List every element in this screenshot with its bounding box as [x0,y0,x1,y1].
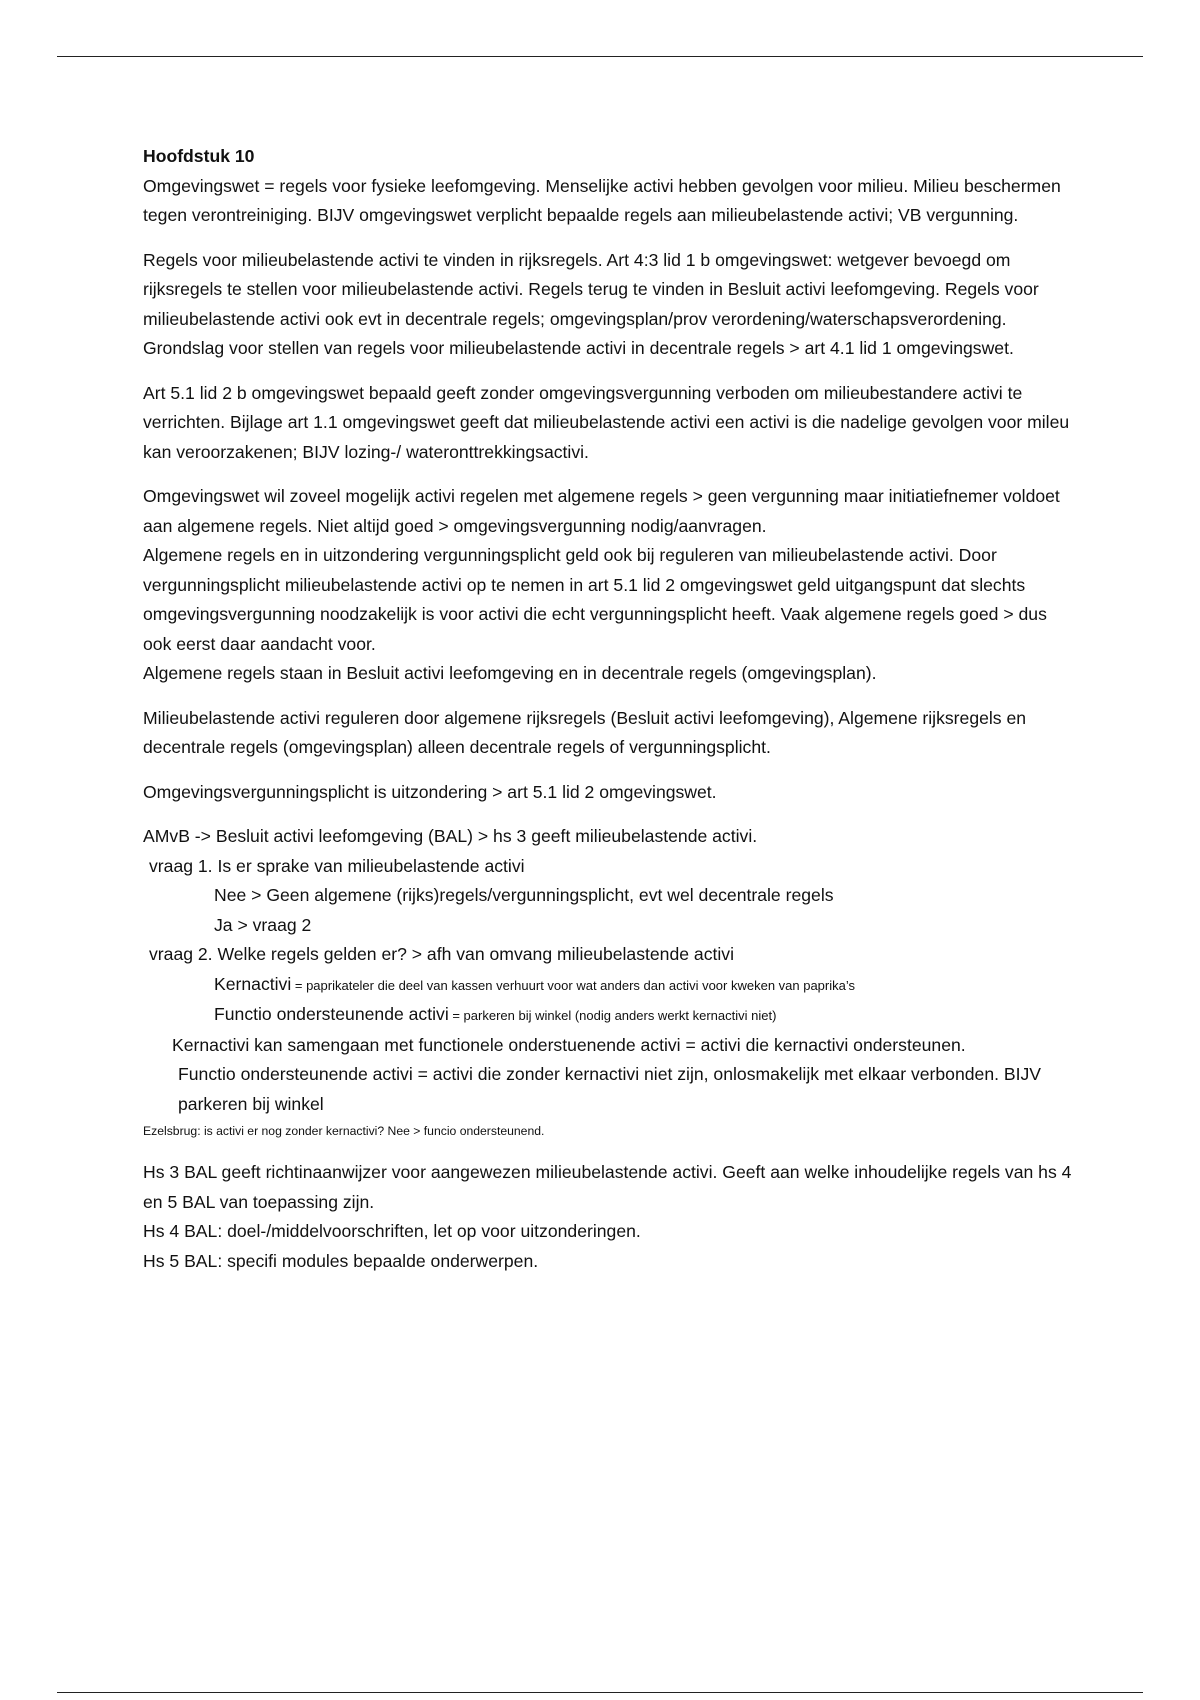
paragraph: AMvB -> Besluit activi leefomgeving (BAL) > hs 3 geeft milieubelastende activi. [143,826,758,846]
paragraph: Hs 3 BAL geeft richtinaanwijzer voor aangewezen milieubelastende activi. Geeft aan welke inhoudelijke regels van hs 4 en 5 BAL van toepassing zijn. [143,1162,1072,1212]
paragraph: Milieubelastende activi reguleren door algemene rijksregels (Besluit activi leefomgeving), Algemene rijksregels en decentrale regels (omgevingsplan) alleen decentrale regels of vergunningsplicht. [143,707,1027,757]
question-line: vraag 2. Welke regels gelden er? > afh van omvang milieubelastende activi [149,944,735,964]
definition-term: Kernactivi [214,973,292,994]
definition-note: = parkeren bij winkel (nodig anders werkt kernactivi niet) [448,1008,777,1023]
chapter-heading: Hoofdstuk 10 [143,146,255,166]
paragraph: Omgevingsvergunningsplicht is uitzondering > art 5.1 lid 2 omgevingswet. [143,781,717,802]
paragraph: Omgevingswet = regels voor fysieke leefomgeving. Menselijke activi hebben gevolgen voor milieu. Milieu beschermen tegen verontreiniging. BIJV omgevingswet verplicht bepaalde regels aan milieubelastende activi; VB vergunning. [143,175,1061,225]
paragraph: Hs 4 BAL: doel-/middelvoorschriften, let op voor uitzonderingen. [143,1221,641,1241]
paragraph: Art 5.1 lid 2 b omgevingswet bepaald geeft zonder omgevingsvergunning verboden om milieubestandere activi te verrichten. Bijlage art 1.1 omgevingswet geeft dat milieubelastende activi een activi is die nadelige gevolgen voor mileu kan veroorzakenen; BIJV lozing-/ wateronttrekkingsactivi. [143,382,1070,462]
definition-line [143,970,1078,1001]
footer-rule [57,1692,1143,1693]
paragraph: Omgevingswet wil zoveel mogelijk activi regelen met algemene regels > geen vergunning maar initiatiefnemer voldoet aan algemene regels. Niet altijd goed > omgevingsvergunning nodig/aanvragen. [143,486,1060,536]
question-line: vraag 1. Is er sprake van milieubelastende activi [149,855,525,876]
mnemonic-note: Ezelsbrug: is activi er nog zonder kernactivi? Nee > funcio ondersteunend. [143,1124,545,1138]
paragraph: Functio ondersteunende activi = activi die zonder kernactivi niet zijn, onlosmakelijk met elkaar verbonden. BIJV parkeren bij winkel [178,1064,1042,1114]
header-rule [57,56,1143,57]
paragraph: Hs 5 BAL: specifi modules bepaalde onderwerpen. [143,1250,539,1271]
document-body [143,142,1078,1276]
paragraph: Algemene regels en in uitzondering vergunningsplicht geld ook bij reguleren van milieubelastende activi. Door vergunningsplicht milieubelastende activi op te nemen in art 5.1 lid 2 omgevingswet geld uitgangspunt dat slechts omgevingsvergunning noodzakelijk is voor activi die echt vergunningsplicht heeft. Vaak algemene regels goed > dus ook eerst daar aandacht voor. [143,545,1047,654]
definition-note: = paprikateler die deel van kassen verhuurt voor wat anders dan activi voor kweken van paprika’s [291,977,856,993]
paragraph: Algemene regels staan in Besluit activi leefomgeving en in decentrale regels (omgevingsplan). [143,663,877,683]
definition-term: Functio ondersteunende activi [214,1004,449,1024]
paragraph: Grondslag voor stellen van regels voor milieubelastende activi in decentrale regels > art 4.1 lid 1 omgevingswet. [143,338,1014,358]
answer-line: Nee > Geen algemene (rijks)regels/vergunningsplicht, evt wel decentrale regels [214,885,834,905]
definition-line [143,1000,1078,1031]
answer-line: Ja > vraag 2 [214,914,312,935]
paragraph: Kernactivi kan samengaan met functionele onderstuenende activi = activi die kernactivi ondersteunen. [172,1034,966,1055]
paragraph: Regels voor milieubelastende activi te vinden in rijksregels. Art 4:3 lid 1 b omgevingswet: wetgever bevoegd om rijksregels te stellen voor milieubelastende activi. Regels terug te vinden in Besluit activi leefomgeving. Regels voor milieubelastende activi ook evt in decentrale regels; omgevingsplan/prov verordening/waterschapsverordening. [143,249,1039,329]
